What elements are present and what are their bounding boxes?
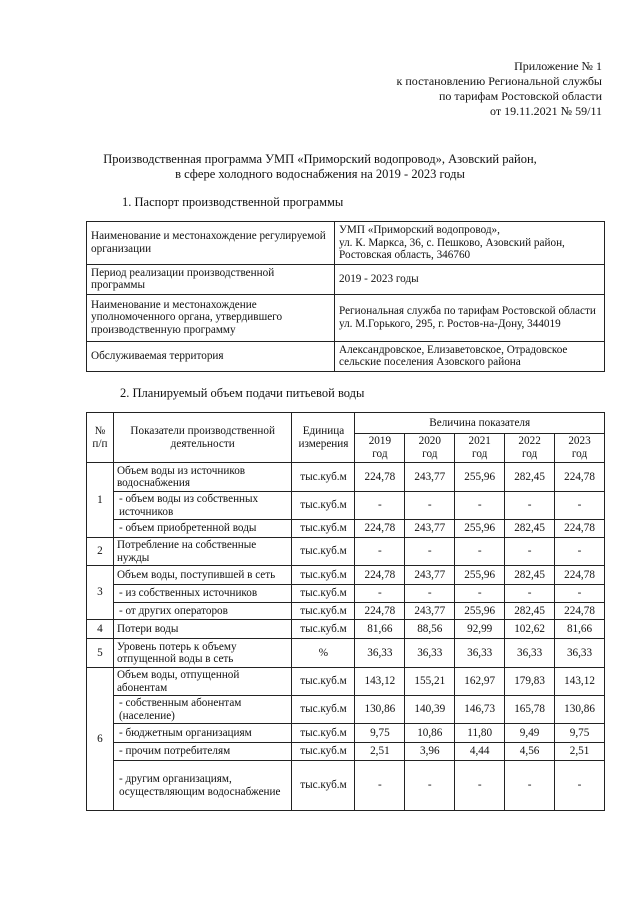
header-year [455,434,505,463]
passport-row [87,264,605,294]
row-value: 36,33 [505,639,555,668]
row-value: - [405,538,455,566]
passport-value-line: ул. М.Горького, 295, г. Ростов-на-Дону, 344019 [339,317,561,330]
title-line: Производственная программа УМП «Приморский водопровод», Азовский район, [103,152,537,166]
row-indicator: Потребление на собственные нужды [113,538,292,566]
row-value: 3,96 [405,743,455,761]
table-row [87,639,605,668]
row-value: 243,77 [405,520,455,538]
row-value: - [505,761,555,811]
row-value: 2,51 [355,743,405,761]
row-indicator: - объем приобретенной воды [113,520,292,538]
passport-value-line: Ростовская область, 346760 [339,249,471,261]
header-year-suffix: год [372,448,388,460]
header-row [87,413,605,434]
row-unit: тыс.куб.м [292,585,355,603]
row-indicator: Объем воды, поступившей в сеть [113,566,292,585]
row-value: - [555,492,605,520]
passport-label: Наименование и местонахождение регулируемой организации [87,222,335,265]
row-number: 5 [87,639,114,668]
row-number: 1 [87,463,114,538]
passport-value [335,294,605,341]
passport-table [86,221,605,372]
table-row [87,724,605,743]
header-year-suffix: год [472,448,488,460]
row-value: 36,33 [455,639,505,668]
table-row [87,668,605,696]
row-value: 10,86 [405,724,455,743]
row-indicator: - другим организациям, осуществляющим водоснабжение [113,761,292,811]
row-value: 143,12 [555,668,605,696]
row-value: 224,78 [555,463,605,492]
passport-value [335,264,605,294]
header-year [555,434,605,463]
row-indicator: - объем воды из собственных источников [113,492,292,520]
row-value: 243,77 [405,603,455,620]
passport-label: Наименование и местонахождение уполномоченного органа, утвердившего производственную программу [87,294,335,341]
header-year [505,434,555,463]
passport-value-line: ул. К. Маркса, 36, с. Пешково, Азовский район, [339,236,565,249]
row-value: 2,51 [555,743,605,761]
row-value: 140,39 [405,696,455,724]
table-row [87,743,605,761]
row-value: 88,56 [405,620,455,639]
row-unit: тыс.куб.м [292,463,355,492]
row-value: - [555,761,605,811]
row-value: - [355,585,405,603]
row-value: - [405,492,455,520]
table-row [87,520,605,538]
header-year [355,434,405,463]
row-value: 224,78 [355,566,405,585]
row-value: 255,96 [455,520,505,538]
row-value: - [355,761,405,811]
row-value: 165,78 [505,696,555,724]
row-unit: тыс.куб.м [292,538,355,566]
row-indicator: - бюджетным организациям [113,724,292,743]
row-value: 4,44 [455,743,505,761]
row-unit: тыс.куб.м [292,668,355,696]
table-row [87,463,605,492]
row-value: 9,75 [555,724,605,743]
passport-value-line: 2019 - 2023 годы [339,272,419,285]
row-value: - [355,492,405,520]
header-year-suffix: год [521,448,538,460]
row-value: 243,77 [405,566,455,585]
row-unit: тыс.куб.м [292,603,355,620]
row-number: 2 [87,538,114,566]
passport-value [335,222,605,265]
appendix-line: к постановлению Региональной службы [396,74,602,88]
row-value: 162,97 [455,668,505,696]
header-year-value: 2020 [418,435,441,447]
row-value: 4,56 [505,743,555,761]
row-value: 81,66 [555,620,605,639]
section-heading-passport: 1. Паспорт производственной программы [122,195,344,209]
header-values: Величина показателя [355,413,605,434]
row-value: 255,96 [455,566,505,585]
row-value: 243,77 [405,463,455,492]
row-number: 6 [87,668,114,811]
row-value: 146,73 [455,696,505,724]
row-value: 179,83 [505,668,555,696]
header-year-value: 2019 [368,435,392,447]
row-number: 4 [87,620,114,639]
header-year [405,434,455,463]
appendix-line: от 19.11.2021 № 59/11 [490,104,602,118]
table-row [87,492,605,520]
row-value: 9,49 [505,724,555,743]
row-indicator: Уровень потерь к объему отпущенной воды в сеть [113,639,292,668]
header-indicator: Показатели производственной деятельности [113,413,292,463]
table-row [87,585,605,603]
header-unit: Единица измерения [292,413,355,463]
passport-row [87,341,605,371]
passport-value-line: УМП «Приморский водопровод», [339,224,500,236]
row-value: 155,21 [405,668,455,696]
row-indicator: - собственным абонентам (население) [113,696,292,724]
row-unit: % [292,639,355,668]
table-row [87,538,605,566]
row-value: 92,99 [455,620,505,639]
passport-value-line: Региональная служба по тарифам Ростовской области [339,305,596,317]
row-indicator: Потери воды [113,620,292,639]
header-year-suffix: год [422,448,438,460]
row-value: 143,12 [355,668,405,696]
row-value: 36,33 [355,639,405,668]
row-value: - [505,492,555,520]
row-value: - [355,538,405,566]
table-row [87,620,605,639]
row-indicator: Объем воды из источников водоснабжения [113,463,292,492]
row-value: 224,78 [355,603,405,620]
passport-value [335,341,605,371]
row-indicator: - от других операторов [113,603,292,620]
row-value: 81,66 [355,620,405,639]
row-unit: тыс.куб.м [292,620,355,639]
row-unit: тыс.куб.м [292,761,355,811]
row-value: 224,78 [355,520,405,538]
row-unit: тыс.куб.м [292,520,355,538]
row-value: 282,45 [505,603,555,620]
volume-table [86,412,605,811]
passport-row [87,294,605,341]
row-value: 224,78 [555,520,605,538]
passport-value-line: Александровское, Елизаветовское, Отрадовское сельские поселения Азовского района [339,343,568,368]
row-value: - [455,585,505,603]
table-row [87,696,605,724]
row-value: 282,45 [505,463,555,492]
row-indicator: Объем воды, отпущенной абонентам [113,668,292,696]
header-year-value: 2021 [468,435,491,447]
header-year-suffix: год [571,448,588,460]
row-value: - [555,585,605,603]
row-number: 3 [87,566,114,620]
row-value: 11,80 [455,724,505,743]
passport-label: Обслуживаемая территория [87,341,335,371]
row-value: 224,78 [555,566,605,585]
header-num: № п/п [87,413,114,463]
row-unit: тыс.куб.м [292,724,355,743]
row-indicator: - прочим потребителям [113,743,292,761]
row-value: 36,33 [555,639,605,668]
row-value: - [405,585,455,603]
document-title [0,152,640,182]
row-value: 282,45 [505,520,555,538]
table-row [87,761,605,811]
header-year-value: 2023 [568,435,591,447]
appendix-line: по тарифам Ростовской области [438,89,602,103]
section-heading-volume: 2. Планируемый объем подачи питьевой воды [120,386,365,400]
row-value: 9,75 [355,724,405,743]
passport-row [87,222,605,265]
row-value: 282,45 [505,566,555,585]
row-value: 102,62 [505,620,555,639]
appendix-line: Приложение № 1 [514,59,602,73]
row-unit: тыс.куб.м [292,492,355,520]
row-value: 224,78 [355,463,405,492]
row-value: 36,33 [405,639,455,668]
row-indicator: - из собственных источников [113,585,292,603]
row-unit: тыс.куб.м [292,566,355,585]
row-value: - [555,538,605,566]
row-value: - [455,761,505,811]
row-value: - [405,761,455,811]
row-value: - [505,585,555,603]
row-value: 255,96 [455,463,505,492]
row-value: - [505,538,555,566]
appendix-block [397,59,602,119]
row-value: - [455,492,505,520]
row-unit: тыс.куб.м [292,743,355,761]
row-value: 255,96 [455,603,505,620]
passport-label: Период реализации производственной программы [87,264,335,294]
row-value: - [455,538,505,566]
row-unit: тыс.куб.м [292,696,355,724]
title-line: в сфере холодного водоснабжения на 2019 - 2023 годы [175,167,465,181]
row-value: 224,78 [555,603,605,620]
table-row [87,603,605,620]
table-row [87,566,605,585]
header-year-value: 2022 [518,435,541,447]
row-value: 130,86 [355,696,405,724]
row-value: 130,86 [555,696,605,724]
